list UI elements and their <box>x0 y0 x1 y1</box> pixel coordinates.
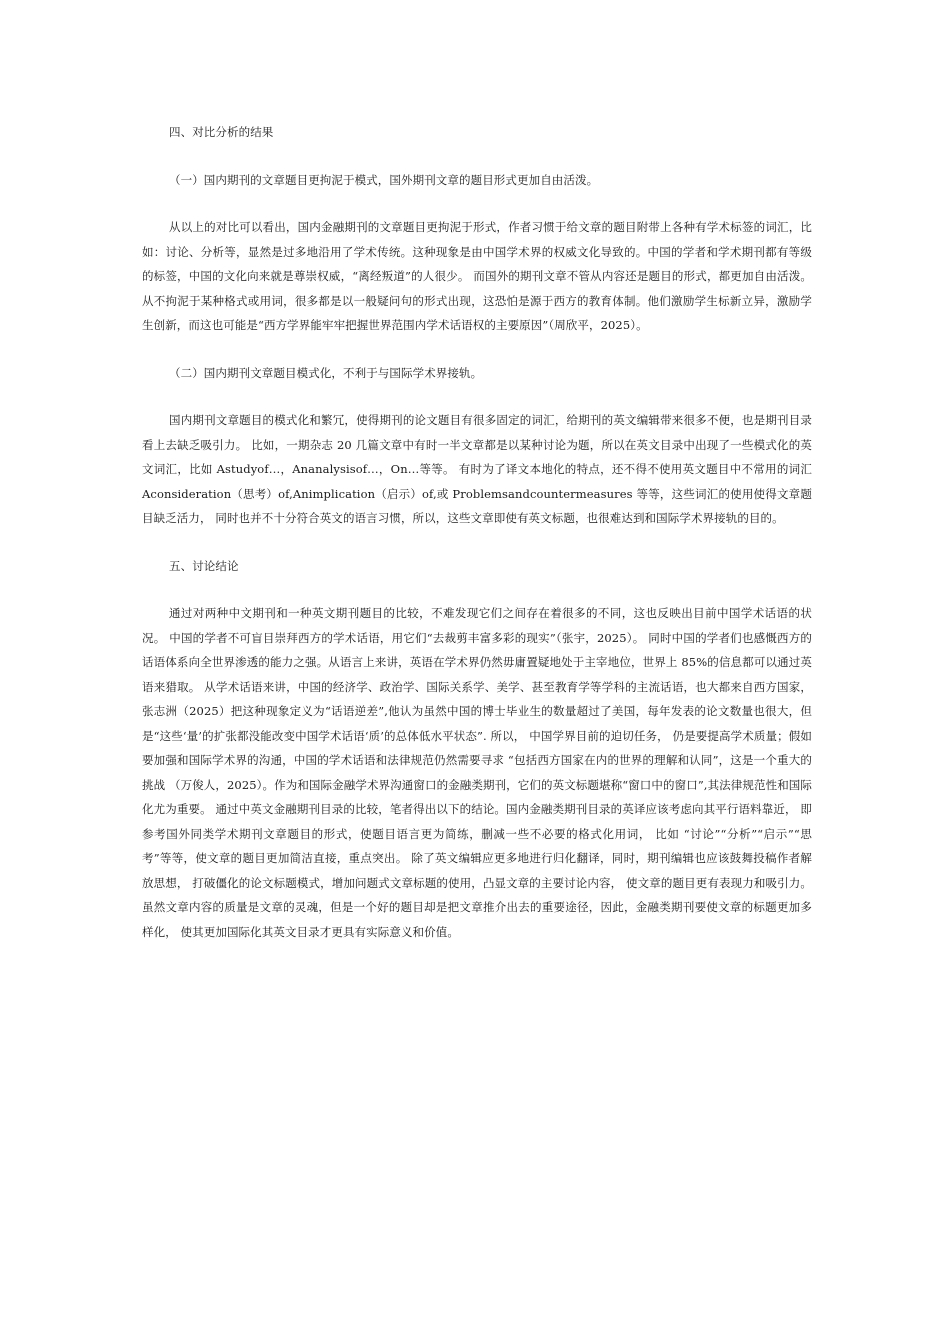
section-4-title: 四、对比分析的结果 <box>169 125 274 139</box>
section-4-2-paragraph: 国内期刊文章题目的模式化和繁冗，使得期刊的论文题目有很多固定的词汇，给期刊的英文编辑带来很多不便，也是期刊目录看上去缺乏吸引力。 比如，一期杂志 20 几篇文章中有时一半文章都是以某种讨论为题，所以在英文目录中出现了一些模式化的英文词汇，比如 Astudyof…，Ananalysisof…，On…等等。 有时为了译文本地化的特点，还不得不使用英文题目中不常用的词汇 Aconsideration（思考）of,Animplication（启示）of,或 Problemsandcountermeasures 等等，这些词汇的使用使得文章题目缺乏活力， 同时也并不十分符合英文的语言习惯，所以，这些文章即使有英文标题，也很难达到和国际学术界接轨的目的。 <box>142 413 812 525</box>
spacer <box>142 338 812 361</box>
section-4-2-title: （二）国内期刊文章题目模式化，不利于与国际学术界接轨。 <box>169 365 483 380</box>
spacer <box>142 531 812 554</box>
spacer <box>142 192 812 215</box>
spacer <box>142 145 812 168</box>
section-5-title: 五、讨论结论 <box>169 558 239 573</box>
section-5-paragraph: 通过对两种中文期刊和一种英文期刊题目的比较，不难发现它们之间存在着很多的不同，这也反映出目前中国学术话语的状况。 中国的学者不可盲目崇拜西方的学术话语，用它们“去裁剪丰富多彩的现实”（张宇，2025）。 同时中国的学者们也感慨西方的话语体系向全世界渗透的能力之强。从语言上来讲，英语在学术界仍然毋庸置疑地处于主宰地位，世界上 85%的信息都可以通过英语来猎取。 从学术话语来讲，中国的经济学、政治学、国际关系学、美学、甚至教育学等学科的主流话语，也大都来自西方国家，张志洲（2025）把这种现象定义为“话语逆差”,他认为虽然中国的博士毕业生的数量超过了美国，每年发表的论文数量也很大，但是“这些‘量’的扩张都没能改变中国学术话语‘质’的总体低水平状态”. 所以， 中国学界目前的迫切任务， 仍是要提高学术质量；假如要加强和国际学术界的沟通，中国的学术话语和法律规范仍然需要寻求 “包括西方国家在内的世界的理解和认同”，这是一个重大的挑战 （万俊人，2025）。作为和国际金融学术界沟通窗口的金融类期刊，它们的英文标题堪称“窗口中的窗口”,其法律规范性和国际化尤为重要。 通过中英文金融期刊目录的比较，笔者得出以下的结论。国内金融类期刊目录的英译应该考虑向其平行语料靠近， 即参考国外同类学术期刊文章题目的形式，使题目语言更为简练，删减一些不必要的格式化用词， 比如 “讨论”“分析”“启示”“思考”等等，使文章的题目更加简洁直接，重点突出。 除了英文编辑应更多地进行归化翻译，同时，期刊编辑也应该鼓舞投稿作者解放思想， 打破僵化的论文标题模式，增加问题式文章标题的使用，凸显文章的主要讨论内容， 使文章的题目更有表现力和吸引力。虽然文章内容的质量是文章的灵魂，但是一个好的题目却是把文章推介出去的重要途径，因此，金融类期刊要使文章的标题更加多样化， 使其更加国际化其英文目录才更具有实际意义和价值。 <box>142 606 812 939</box>
section-4-1-paragraph: 从以上的对比可以看出，国内金融期刊的文章题目更拘泥于形式，作者习惯于给文章的题目附带上各种有学术标签的词汇，比如：讨论、分析等，显然是过多地沿用了学术传统。这种现象是由中国学术界的权威文化导致的。中国的学者和学术期刊都有等级的标签，中国的文化向来就是尊崇权威，“离经叛道”的人很少。 而国外的期刊文章不管从内容还是题目的形式，都更加自由活泼。从不拘泥于某种格式或用词，很多都是以一般疑问句的形式出现，这恐怕是源于西方的教育体制。他们激励学生标新立异，激励学生创新，而这也可能是“西方学界能牢牢把握世界范围内学术话语权的主要原因”（周欣平，2025）。 <box>142 220 812 332</box>
spacer <box>142 578 812 601</box>
document-page <box>142 120 812 944</box>
section-4-1-title: （一）国内期刊的文章题目更拘泥于模式，国外期刊文章的题目形式更加自由活泼。 <box>169 172 599 187</box>
spacer <box>142 385 812 408</box>
